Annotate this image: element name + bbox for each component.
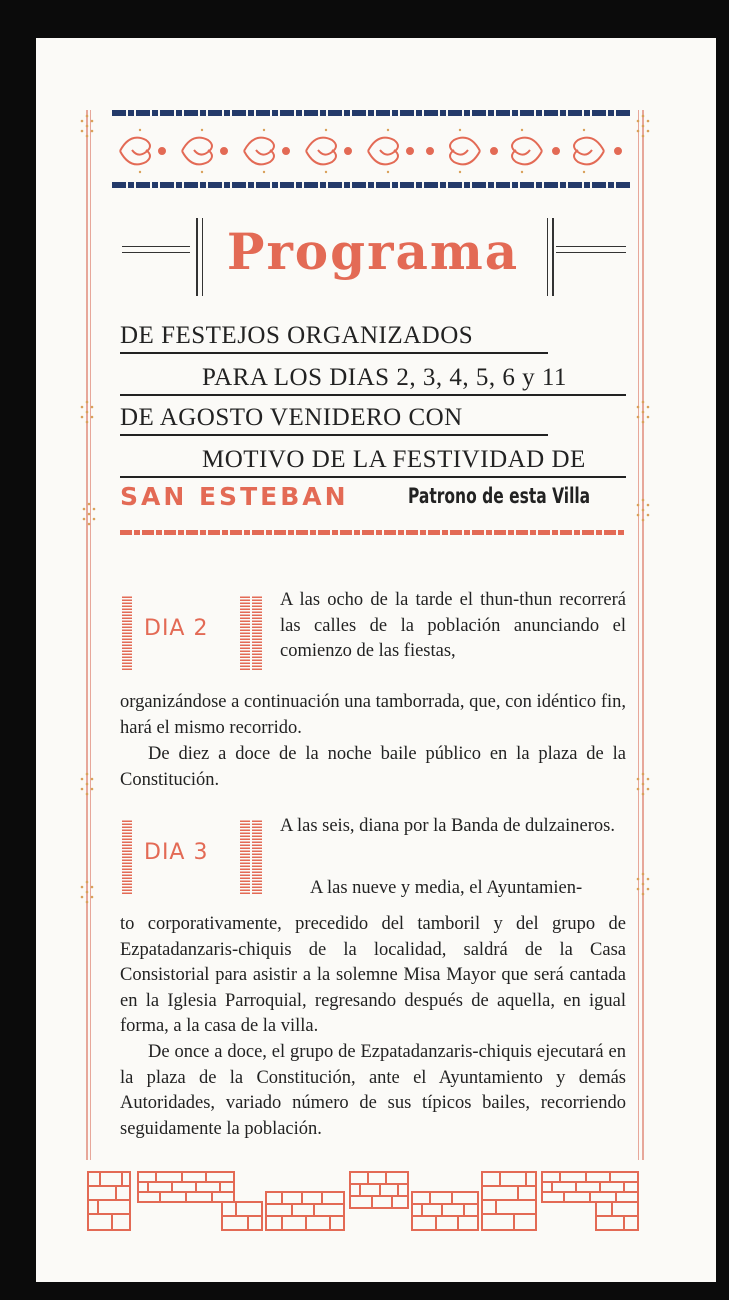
frame-rosette-ornament: [634, 770, 652, 798]
heading-line-2: PARA LOS DIAS 2, 3, 4, 5, 6 y 11: [202, 364, 567, 391]
heading-underline: [120, 352, 548, 354]
frame-rosette-ornament: [78, 770, 96, 798]
title-side-rule: [122, 252, 190, 253]
frame-rosette-ornament: [634, 496, 652, 524]
heading-line-3: DE AGOSTO VENIDERO CON: [120, 404, 463, 431]
day-2-intro: A las ocho de la tarde el thun-thun recorrerá las calles de la población anunciando el comienzo de las fiestas,: [280, 590, 626, 661]
title-side-rule: [122, 246, 190, 247]
frame-rosette-ornament: [80, 500, 98, 528]
top-decorative-rule: [112, 110, 630, 116]
day-2-marker: [122, 596, 262, 670]
striped-bar: [122, 820, 132, 894]
day-3-intro-continued: A las nueve y media, el Ayuntamien-: [310, 878, 583, 898]
right-border-line: [642, 110, 644, 1160]
frame-rosette-ornament: [78, 878, 96, 906]
bottom-brick-ornament: [86, 1170, 642, 1234]
day-3-intro: A las seis, diana por la Banda de dulzaineros.: [280, 816, 615, 836]
right-border-line-inner: [638, 110, 639, 1160]
day-2-paragraph-1: organizándose a continuación una tamborrada, que, con idéntico fin, hará el mismo recorrido.: [120, 692, 626, 738]
heading-underline: [120, 434, 548, 436]
frame-rosette-ornament: [78, 112, 96, 140]
striped-bar: [252, 596, 262, 670]
striped-bar: [240, 596, 250, 670]
top-decorative-rule-lower: [112, 182, 630, 188]
patron-subtitle: Patrono de esta Villa: [408, 484, 591, 508]
title-side-rule: [556, 252, 626, 253]
heading-line-1: DE FESTEJOS ORGANIZADOS: [120, 322, 474, 349]
heading-line-4: MOTIVO DE LA FESTIVIDAD DE: [202, 446, 586, 473]
striped-bar: [240, 820, 250, 894]
page-title: Programa: [226, 222, 520, 281]
title-side-rule: [556, 246, 626, 247]
frame-rosette-ornament: [634, 870, 652, 898]
day-2-label: DIA 2: [144, 616, 209, 641]
frame-rosette-ornament: [634, 398, 652, 426]
day-3-marker: [122, 820, 262, 894]
striped-bar: [252, 820, 262, 894]
left-border-line: [86, 110, 88, 1160]
floral-frieze-ornament: [110, 122, 640, 180]
day-3-paragraph-1: to corporativamente, precedido del tamboril y del grupo de Ezpatadanzaris-chiquis de la localidad, saldrá de la Casa Consistorial para asistir a la solemne Misa Mayor que será cantada en la Iglesia Parroquial, regresando después de aquella, en igual forma, a la casa de la villa.: [120, 914, 626, 1036]
section-divider-rule: [120, 530, 626, 535]
frame-rosette-ornament: [78, 398, 96, 426]
day-2-paragraph-2: De diez a doce de la noche baile público en la plaza de la Constitución.: [120, 744, 626, 790]
striped-bar: [122, 596, 132, 670]
saint-name: SAN ESTEBAN: [120, 482, 349, 511]
left-border-line-inner: [90, 110, 91, 1160]
day-3-paragraph-2: De once a doce, el grupo de Ezpatadanzaris-chiquis ejecutará en la plaza de la Constitución, ante el Ayuntamiento y demás Autoridades, variado número de sus típicos bailes, recorriendo seguidamente la población.: [120, 1042, 626, 1139]
day-3-label: DIA 3: [144, 840, 209, 865]
heading-underline: [120, 394, 626, 396]
heading-underline: [120, 476, 626, 478]
